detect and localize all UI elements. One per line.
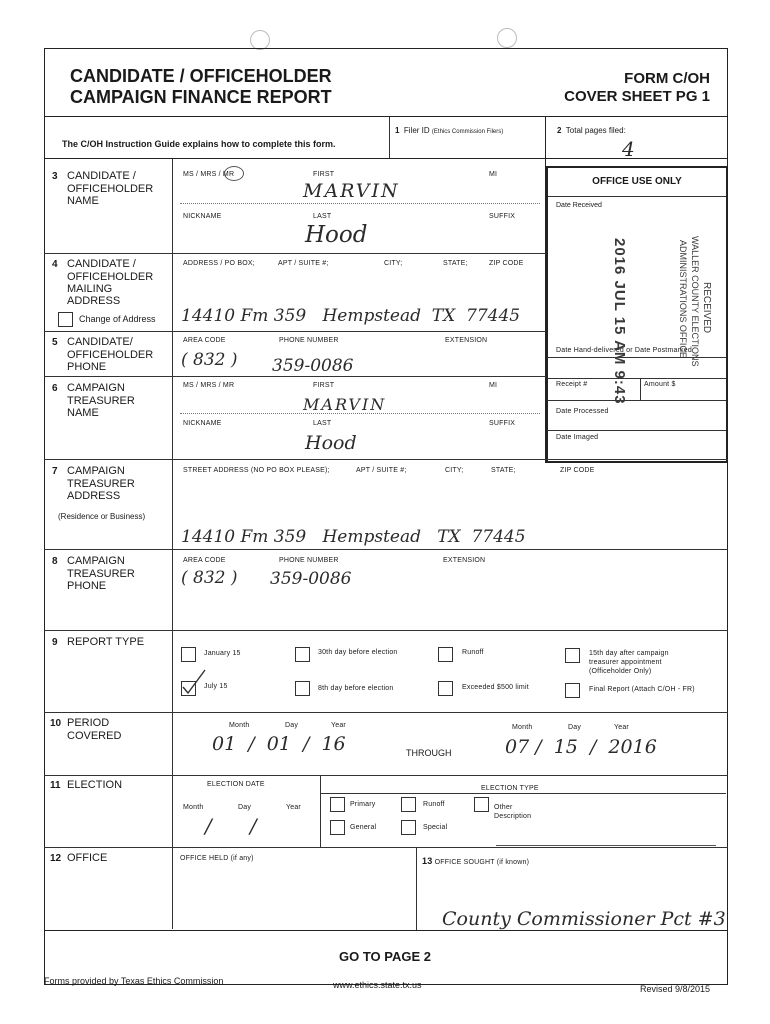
section-12-label bbox=[50, 852, 108, 865]
total-pages-text: Total pages filed: bbox=[565, 126, 626, 135]
zip-label: ZIP CODE bbox=[489, 260, 524, 267]
from-day-label: Day bbox=[285, 722, 299, 729]
candidate-first-name: MARVIN bbox=[303, 180, 400, 202]
election-type-label: ELECTION TYPE bbox=[481, 785, 539, 792]
section-8-line3: PHONE bbox=[67, 580, 107, 592]
treasurer-last-name: Hood bbox=[305, 432, 357, 454]
punch-hole-right bbox=[497, 28, 517, 48]
suffix-label: SUFFIX bbox=[489, 420, 516, 427]
date-imaged-label: Date Imaged bbox=[556, 434, 599, 441]
receipt-label: Receipt # bbox=[556, 381, 588, 388]
special-label: Special bbox=[423, 824, 448, 831]
other-label bbox=[494, 803, 531, 821]
section-7-note: (Residence or Business) bbox=[58, 512, 146, 521]
section-4-line1: CANDIDATE / bbox=[67, 258, 136, 270]
divider bbox=[180, 413, 540, 414]
section-7-label bbox=[52, 465, 135, 502]
change-of-address-checkbox[interactable] bbox=[58, 312, 73, 327]
last-label: LAST bbox=[313, 213, 332, 220]
section-num: 10 bbox=[50, 718, 62, 729]
footer-revised: Revised 9/8/2015 bbox=[640, 984, 711, 994]
section-6-line2: TREASURER bbox=[67, 395, 135, 407]
30th-day-checkbox[interactable] bbox=[295, 647, 310, 662]
section-5-label bbox=[52, 336, 154, 373]
divider bbox=[547, 430, 726, 431]
general-label: General bbox=[350, 824, 377, 831]
treasurer-area-code: ( 832 ) bbox=[181, 568, 238, 588]
section-4-label bbox=[52, 258, 154, 307]
divider bbox=[640, 378, 641, 400]
office-sought-label bbox=[422, 856, 529, 866]
to-month-label: Month bbox=[512, 724, 533, 731]
suffix-label: SUFFIX bbox=[489, 213, 516, 220]
election-runoff-label: Runoff bbox=[423, 801, 445, 808]
15th-day-line2: treasurer appointment bbox=[589, 659, 662, 666]
section-3-line3: NAME bbox=[67, 195, 99, 207]
office-sought-note: (if known) bbox=[496, 859, 530, 866]
candidate-last-name: Hood bbox=[305, 222, 368, 248]
section-3-line1: CANDIDATE / bbox=[67, 170, 136, 182]
primary-checkbox[interactable] bbox=[330, 797, 345, 812]
first-label: FIRST bbox=[313, 382, 335, 389]
received-stamp-label: RECEIVED bbox=[701, 282, 712, 334]
date-received-label: Date Received bbox=[556, 202, 602, 209]
mi-label: MI bbox=[489, 171, 498, 178]
section-9-label bbox=[52, 636, 145, 649]
exceeded-limit-checkbox[interactable] bbox=[438, 681, 453, 696]
section-9-text: REPORT TYPE bbox=[67, 636, 145, 648]
divider bbox=[320, 793, 726, 794]
section-num: 5 bbox=[52, 337, 58, 348]
section-num: 11 bbox=[50, 780, 61, 791]
divider bbox=[180, 203, 540, 204]
divider bbox=[44, 549, 728, 550]
state-label: STATE; bbox=[443, 260, 468, 267]
total-pages-label bbox=[557, 126, 626, 135]
office-sought-text: OFFICE SOUGHT bbox=[434, 859, 495, 866]
footer-url: www.ethics.state.tx.us bbox=[333, 980, 422, 990]
form-code bbox=[564, 70, 710, 106]
8th-day-checkbox[interactable] bbox=[295, 681, 310, 696]
july-15-label: July 15 bbox=[204, 683, 228, 690]
treasurer-address: 14410 Fm 359 Hempstead TX 77445 bbox=[181, 527, 526, 547]
divider bbox=[44, 775, 728, 776]
phone-number-label: PHONE NUMBER bbox=[279, 337, 339, 344]
street-address-label: STREET ADDRESS (NO PO BOX PLEASE); bbox=[183, 467, 330, 474]
form-code-line2: COVER SHEET PG 1 bbox=[564, 88, 710, 105]
final-report-label: Final Report (Attach C/OH - FR) bbox=[589, 686, 695, 693]
other-checkbox[interactable] bbox=[474, 797, 489, 812]
phone-number-label: PHONE NUMBER bbox=[279, 557, 339, 564]
section-5-line2: OFFICEHOLDER bbox=[67, 349, 154, 361]
go-to-page-2: GO TO PAGE 2 bbox=[339, 949, 431, 964]
divider bbox=[44, 630, 728, 631]
section-7-line2: TREASURER bbox=[67, 478, 135, 490]
election-month-label: Month bbox=[183, 804, 204, 811]
city-label: CITY; bbox=[445, 467, 464, 474]
area-code-label: AREA CODE bbox=[183, 337, 226, 344]
treasurer-first-name: MARVIN bbox=[303, 395, 387, 414]
section-5-line3: PHONE bbox=[67, 361, 107, 373]
from-year-label: Year bbox=[331, 722, 346, 729]
section-4-line4: ADDRESS bbox=[67, 295, 121, 307]
prefix-label: MS / MRS / MR bbox=[183, 382, 235, 389]
apt-label: APT / SUITE #; bbox=[356, 467, 407, 474]
section-8-line2: TREASURER bbox=[67, 568, 135, 580]
nickname-label: NICKNAME bbox=[183, 420, 222, 427]
filer-id-label bbox=[395, 126, 503, 135]
section-num: 6 bbox=[52, 383, 58, 394]
period-from-date: 01 / 01 / 16 bbox=[212, 733, 346, 755]
prefix-label: MS / MRS / MR bbox=[183, 171, 235, 178]
election-year-label: Year bbox=[286, 804, 301, 811]
form-title-line2: CAMPAIGN FINANCE REPORT bbox=[70, 87, 332, 107]
total-pages-num: 2 bbox=[557, 126, 562, 135]
office-held-label: OFFICE HELD (if any) bbox=[180, 855, 254, 862]
mr-circle bbox=[224, 166, 244, 181]
divider bbox=[547, 378, 726, 379]
section-10-line1: PERIOD bbox=[67, 717, 110, 729]
to-day-label: Day bbox=[568, 724, 582, 731]
candidate-address: 14410 Fm 359 Hempstead TX 77445 bbox=[181, 306, 521, 326]
form-title-line1: CANDIDATE / OFFICEHOLDER bbox=[70, 66, 332, 86]
section-3-label bbox=[52, 170, 154, 207]
filer-id-text: Filer ID bbox=[403, 126, 430, 135]
section-3-line2: OFFICEHOLDER bbox=[67, 183, 154, 195]
filer-id-note: (Ethics Commission Filers) bbox=[431, 129, 504, 135]
section-11-text: ELECTION bbox=[67, 779, 123, 791]
15th-day-checkbox[interactable] bbox=[565, 648, 580, 663]
runoff-report-checkbox[interactable] bbox=[438, 647, 453, 662]
to-year-label: Year bbox=[614, 724, 629, 731]
other-label-line2: Description bbox=[494, 813, 532, 820]
section-8-line1: CAMPAIGN bbox=[67, 555, 125, 567]
divider bbox=[416, 848, 417, 930]
from-month-label: Month bbox=[229, 722, 250, 729]
exceeded-limit-label: Exceeded $500 limit bbox=[462, 684, 529, 691]
state-label: STATE; bbox=[491, 467, 516, 474]
form-code-line1: FORM C/OH bbox=[624, 70, 710, 87]
january-15-label: January 15 bbox=[204, 650, 241, 657]
section-num: 7 bbox=[52, 466, 58, 477]
january-15-checkbox[interactable] bbox=[181, 647, 196, 662]
section-num: 4 bbox=[52, 259, 58, 270]
election-date-value: / / bbox=[205, 814, 257, 838]
extension-label: EXTENSION bbox=[445, 337, 488, 344]
divider bbox=[44, 712, 728, 713]
divider bbox=[320, 776, 321, 847]
label-column-divider bbox=[172, 159, 173, 929]
checkmark-icon bbox=[178, 666, 208, 696]
divider bbox=[44, 376, 546, 377]
city-label: CITY; bbox=[384, 260, 403, 267]
amount-label: Amount $ bbox=[644, 381, 676, 388]
8th-day-label: 8th day before election bbox=[318, 685, 394, 692]
section-5-line1: CANDIDATE/ bbox=[67, 336, 133, 348]
through-label: THROUGH bbox=[406, 748, 452, 758]
section-11-label bbox=[50, 779, 123, 792]
election-runoff-checkbox[interactable] bbox=[401, 797, 416, 812]
instructions: The C/OH Instruction Guide explains how to complete this form. bbox=[62, 139, 336, 149]
extension-label: EXTENSION bbox=[443, 557, 486, 564]
change-of-address-label: Change of Address bbox=[79, 314, 156, 324]
address-label: ADDRESS / PO BOX; bbox=[183, 260, 255, 267]
divider bbox=[44, 158, 728, 159]
15th-day-label bbox=[589, 649, 669, 676]
period-to-date: 07 / 15 / 2016 bbox=[505, 736, 657, 758]
date-hand-delivered-label: Date Hand-delivered or Date Postmarked bbox=[556, 347, 692, 354]
final-report-checkbox[interactable] bbox=[565, 683, 580, 698]
election-day-label: Day bbox=[238, 804, 252, 811]
section-8-label bbox=[52, 555, 135, 592]
area-code-label: AREA CODE bbox=[183, 557, 226, 564]
total-pages-value: 4 bbox=[622, 137, 635, 161]
general-checkbox[interactable] bbox=[330, 820, 345, 835]
special-checkbox[interactable] bbox=[401, 820, 416, 835]
section-13-num: 13 bbox=[422, 856, 433, 866]
primary-label: Primary bbox=[350, 801, 376, 808]
other-description-line bbox=[496, 845, 716, 846]
election-date-label: ELECTION DATE bbox=[207, 781, 265, 788]
15th-day-line3: (Officeholder Only) bbox=[589, 668, 652, 675]
section-num: 8 bbox=[52, 556, 58, 567]
section-7-line1: CAMPAIGN bbox=[67, 465, 125, 477]
other-label-line1: Other bbox=[494, 804, 513, 811]
zip-label: ZIP CODE bbox=[560, 467, 595, 474]
received-stamp-office: ADMINISTRATIONS OFFICE bbox=[678, 240, 688, 358]
divider bbox=[44, 847, 728, 848]
section-6-line3: NAME bbox=[67, 407, 99, 419]
first-label: FIRST bbox=[313, 171, 335, 178]
section-6-label bbox=[52, 382, 135, 419]
section-4-line3: MAILING bbox=[67, 283, 113, 295]
15th-day-line1: 15th day after campaign bbox=[589, 650, 669, 657]
divider bbox=[44, 331, 546, 332]
apt-label: APT / SUITE #; bbox=[278, 260, 329, 267]
runoff-report-label: Runoff bbox=[462, 649, 484, 656]
section-6-line1: CAMPAIGN bbox=[67, 382, 125, 394]
divider bbox=[389, 117, 390, 158]
section-12-text: OFFICE bbox=[67, 852, 108, 864]
divider bbox=[44, 930, 728, 931]
section-10-line2: COVERED bbox=[67, 730, 122, 742]
section-num: 12 bbox=[50, 853, 62, 864]
office-sought-value: County Commissioner Pct #3 bbox=[442, 908, 726, 930]
header-divider bbox=[44, 116, 728, 117]
section-num: 3 bbox=[52, 171, 58, 182]
30th-day-label: 30th day before election bbox=[318, 649, 398, 656]
punch-hole-left bbox=[250, 30, 270, 50]
section-10-label bbox=[50, 717, 122, 742]
divider bbox=[44, 253, 546, 254]
treasurer-phone: 359-0086 bbox=[270, 569, 352, 589]
filer-id-num: 1 bbox=[395, 126, 400, 135]
candidate-area-code: ( 832 ) bbox=[181, 350, 238, 370]
nickname-label: NICKNAME bbox=[183, 213, 222, 220]
section-7-line3: ADDRESS bbox=[67, 490, 121, 502]
candidate-phone: 359-0086 bbox=[272, 356, 354, 376]
mi-label: MI bbox=[489, 382, 498, 389]
received-stamp-date: 2016 JUL 15 AM 9:43 bbox=[611, 238, 628, 405]
divider bbox=[547, 400, 726, 401]
section-num: 9 bbox=[52, 637, 58, 648]
last-label: LAST bbox=[313, 420, 332, 427]
received-stamp-county: WALLER COUNTY ELECTIONS bbox=[690, 236, 700, 367]
divider bbox=[44, 459, 728, 460]
footer-left: Forms provided by Texas Ethics Commission bbox=[44, 976, 224, 986]
form-title bbox=[70, 66, 332, 108]
office-use-title: OFFICE USE ONLY bbox=[548, 168, 726, 197]
section-4-line2: OFFICEHOLDER bbox=[67, 271, 154, 283]
date-processed-label: Date Processed bbox=[556, 408, 609, 415]
